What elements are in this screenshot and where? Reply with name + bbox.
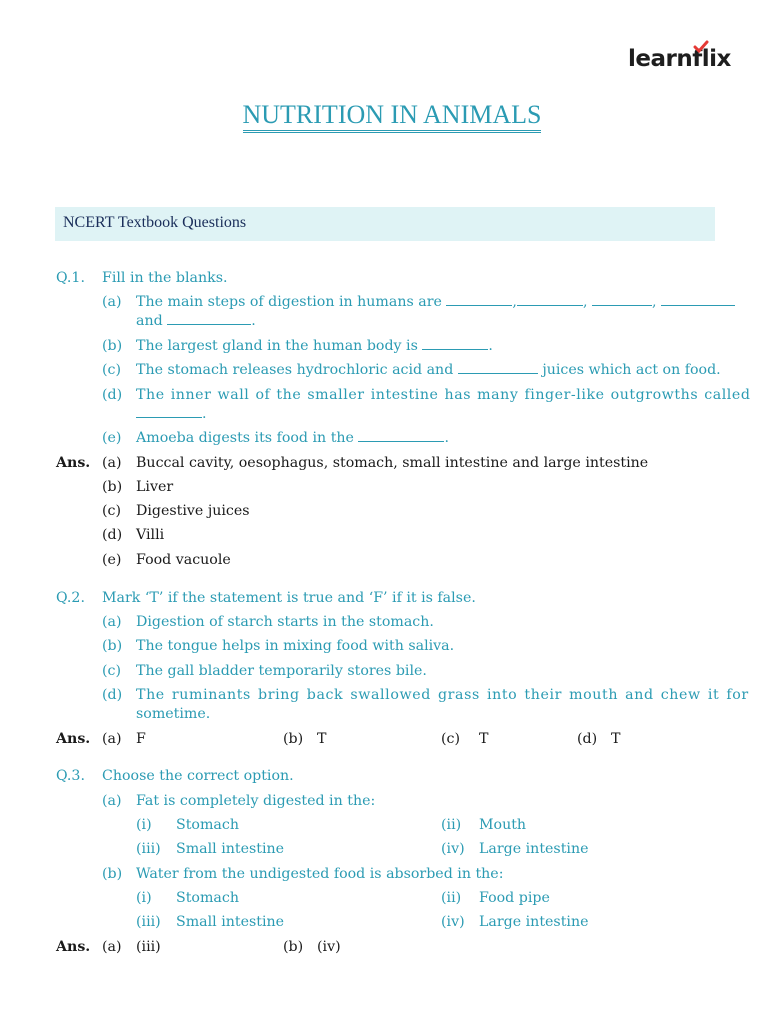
q2-text: Mark ‘T’ if the statement is true and ‘F’ if it is false.: [102, 590, 476, 606]
q2-ans-b-label: (b): [283, 731, 304, 747]
q1-number: Q.1.: [56, 270, 85, 286]
q3-text: Choose the correct option.: [102, 768, 294, 784]
q2d-label: (d): [102, 687, 123, 703]
q3b-text: Water from the undigested food is absorbed in the:: [136, 866, 504, 882]
q3b-opt3: Small intestine: [176, 914, 285, 930]
q1-text: Fill in the blanks.: [102, 270, 228, 286]
q1-ans-c: Digestive juices: [136, 503, 250, 519]
q1-ans-b: Liver: [136, 479, 174, 495]
page-title: NUTRITION IN ANIMALS: [0, 100, 770, 130]
q3a-opt2-label: (ii): [441, 817, 462, 833]
q3b-opt3-label: (iii): [136, 914, 161, 930]
q3b-label: (b): [102, 866, 123, 882]
q2b-text: The tongue helps in mixing food with saliva.: [136, 638, 455, 654]
q3a-opt3: Small intestine: [176, 841, 285, 857]
q3a-label: (a): [102, 793, 122, 809]
q2-ans-b: T: [317, 731, 327, 747]
q3b-opt2-label: (ii): [441, 890, 462, 906]
q1e-text: Amoeba digests its food in the .: [136, 430, 449, 446]
q2-ans-a-label: (a): [102, 731, 122, 747]
q3a-opt1-label: (i): [136, 817, 152, 833]
q2d-cont: sometime.: [136, 706, 211, 722]
q1a-label: (a): [102, 294, 122, 310]
q3-ans-label: Ans.: [56, 939, 91, 955]
q1-ans-c-label: (c): [102, 503, 122, 519]
q1c-label: (c): [102, 362, 122, 378]
q3b-opt4: Large intestine: [479, 914, 589, 930]
q3b-opt1: Stomach: [176, 890, 239, 906]
q1c-text: The stomach releases hydrochloric acid and juices which act on food.: [136, 362, 721, 378]
q3b-opt1-label: (i): [136, 890, 152, 906]
q1-ans-d-label: (d): [102, 527, 123, 543]
q2-ans-d: T: [611, 731, 621, 747]
q3a-opt4-label: (iv): [441, 841, 465, 857]
q1a-cont: and .: [136, 313, 256, 329]
q3a-text: Fat is completely digested in the:: [136, 793, 376, 809]
q1-ans-e-label: (e): [102, 552, 122, 568]
q3b-opt2: Food pipe: [479, 890, 550, 906]
q1a-text: The main steps of digestion in humans are , , ,: [136, 293, 735, 311]
q3a-opt2: Mouth: [479, 817, 527, 833]
q2a-text: Digestion of starch starts in the stomach.: [136, 614, 434, 630]
q2c-label: (c): [102, 663, 122, 679]
q2d-text: [136, 686, 749, 704]
q1d-justified: The inner wall of the smaller intestine has many finger-like outgrowths called: [136, 387, 751, 403]
q3-ans-a-label: (a): [102, 939, 122, 955]
section-header: [55, 207, 715, 241]
q2a-label: (a): [102, 614, 122, 630]
q2-number: Q.2.: [56, 590, 85, 606]
q3b-opt4-label: (iv): [441, 914, 465, 930]
q1-ans-a-label: (a): [102, 455, 122, 471]
q3a-opt4: Large intestine: [479, 841, 589, 857]
q2b-label: (b): [102, 638, 123, 654]
learnflix-logo: [628, 46, 731, 72]
q2-ans-d-label: (d): [577, 731, 598, 747]
q1d-cont: .: [136, 405, 207, 423]
q1b-text: The largest gland in the human body is .: [136, 338, 493, 354]
q1-ans-a: Buccal cavity, oesophagus, stomach, small intestine and large intestine: [136, 455, 649, 471]
q3a-opt1: Stomach: [176, 817, 239, 833]
q3-ans-b-label: (b): [283, 939, 304, 955]
q3-ans-b: (iv): [317, 939, 341, 955]
q1-ans-b-label: (b): [102, 479, 123, 495]
q2-ans-c: T: [479, 731, 489, 747]
logo-text: learnflix: [628, 46, 731, 72]
q3-ans-a: (iii): [136, 939, 161, 955]
q2c-text: The gall bladder temporarily stores bile.: [136, 663, 427, 679]
q1d-text: [136, 386, 751, 404]
q1-ans-d: Villi: [136, 527, 165, 543]
q3a-opt3-label: (iii): [136, 841, 161, 857]
q2-ans-label: Ans.: [56, 731, 91, 747]
checkmark-icon: [693, 40, 709, 54]
section-title: NCERT Textbook Questions: [63, 214, 247, 231]
q3-number: Q.3.: [56, 768, 85, 784]
q1b-label: (b): [102, 338, 123, 354]
q1d-label: (d): [102, 387, 123, 403]
q2d-justified: The ruminants bring back swallowed grass into their mouth and chew it for: [136, 687, 749, 703]
q2-ans-c-label: (c): [441, 731, 461, 747]
q1-ans-label: Ans.: [56, 455, 91, 471]
q2-ans-a: F: [136, 731, 146, 747]
q1e-label: (e): [102, 430, 122, 446]
q1-ans-e: Food vacuole: [136, 552, 231, 568]
